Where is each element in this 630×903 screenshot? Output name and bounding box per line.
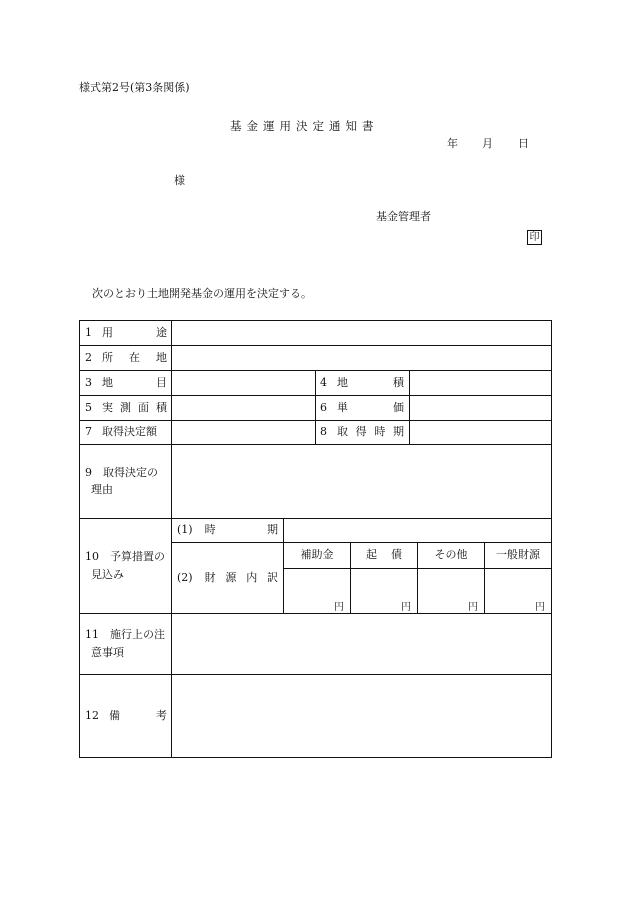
label-char: 訳 bbox=[266, 570, 278, 584]
table-border-left bbox=[79, 320, 80, 758]
issuer-title: 基金管理者 bbox=[376, 210, 431, 223]
label-line: 見込み bbox=[91, 567, 124, 581]
addressee-honorific: 様 bbox=[174, 174, 185, 187]
label-unit-price bbox=[320, 395, 404, 420]
row-number: 4 bbox=[320, 375, 327, 389]
split-column-line bbox=[315, 370, 316, 445]
label-text: 取得決定額 bbox=[102, 425, 157, 439]
date-month-label: 月 bbox=[482, 137, 493, 150]
label-land-area bbox=[320, 370, 404, 395]
yen-unit-general: 円 bbox=[535, 602, 545, 613]
label-char: 時 bbox=[374, 425, 386, 439]
row-number: 12 bbox=[85, 708, 99, 722]
label-remarks bbox=[85, 674, 167, 757]
label-land-category bbox=[85, 370, 167, 395]
intro-sentence: 次のとおり土地開発基金の運用を決定する。 bbox=[92, 287, 312, 300]
label-char: 途 bbox=[156, 325, 167, 339]
label-implementation-notes bbox=[85, 613, 171, 674]
label-char: 測 bbox=[120, 400, 131, 414]
label-char: 所 bbox=[102, 350, 113, 364]
document-title: 基金運用決定通知書 bbox=[230, 119, 379, 133]
label-acquisition-amount bbox=[85, 420, 169, 444]
label-char: 財 bbox=[204, 570, 216, 584]
label-char: 期 bbox=[267, 523, 278, 537]
label-line: 9 取得決定の bbox=[85, 465, 158, 479]
yen-unit-bond: 円 bbox=[401, 602, 411, 613]
sub-number: (2) bbox=[177, 570, 193, 584]
label-char: 内 bbox=[246, 570, 258, 584]
label-line: 11 施行上の注 bbox=[85, 628, 165, 642]
yen-unit-subsidy: 円 bbox=[334, 602, 344, 613]
label-column-line bbox=[171, 320, 172, 758]
header-text: その他 bbox=[434, 548, 468, 562]
label-char: 用 bbox=[102, 325, 113, 339]
label-surveyed-area bbox=[85, 395, 167, 420]
label-char: 積 bbox=[156, 400, 167, 414]
funding-header-general bbox=[485, 542, 551, 568]
label-char: 在 bbox=[129, 350, 140, 364]
label-funding-breakdown bbox=[177, 542, 278, 613]
decision-table bbox=[79, 320, 552, 758]
label-acquisition-timing bbox=[320, 420, 404, 444]
funding-header-subsidy bbox=[284, 542, 350, 568]
label-char: 期 bbox=[392, 425, 404, 439]
label-location bbox=[85, 345, 167, 370]
label-char: 取 bbox=[337, 425, 348, 439]
label-char: 得 bbox=[355, 425, 367, 439]
funding-header-other bbox=[418, 542, 484, 568]
label-line: 理由 bbox=[91, 483, 113, 496]
label-char: 考 bbox=[156, 708, 167, 722]
label-acquisition-reason bbox=[85, 444, 171, 518]
row-number: 6 bbox=[320, 400, 327, 414]
label-char: 地 bbox=[156, 350, 167, 364]
row-number: 3 bbox=[85, 375, 92, 389]
row-number: 8 bbox=[320, 425, 327, 439]
form-number: 様式第2号(第3条関係) bbox=[79, 81, 190, 94]
label-char: 地 bbox=[337, 375, 348, 389]
header-text: 補助金 bbox=[300, 548, 334, 562]
split-column-line bbox=[409, 370, 410, 445]
row-number: 7 bbox=[85, 425, 92, 439]
label-line: 10 予算措置の bbox=[85, 550, 165, 564]
label-char: 単 bbox=[337, 400, 348, 414]
label-char: 価 bbox=[393, 400, 404, 414]
label-char: 実 bbox=[102, 400, 113, 414]
label-char: 面 bbox=[138, 400, 149, 414]
yen-unit-other: 円 bbox=[468, 602, 478, 613]
label-char: 目 bbox=[156, 375, 167, 389]
date-day-label: 日 bbox=[518, 137, 529, 150]
sub-number: (1) bbox=[177, 523, 193, 537]
label-budget-timing bbox=[177, 518, 278, 542]
label-char: 債 bbox=[391, 548, 402, 562]
label-usage bbox=[85, 320, 167, 345]
label-char: 起 bbox=[366, 548, 377, 562]
row-number: 5 bbox=[85, 400, 92, 414]
table-border-right bbox=[551, 320, 552, 758]
row-number: 2 bbox=[85, 350, 92, 364]
label-char: 源 bbox=[225, 570, 237, 584]
label-char: 積 bbox=[393, 375, 404, 389]
row-number: 1 bbox=[85, 325, 92, 339]
funding-header-bond bbox=[351, 542, 417, 568]
label-char: 備 bbox=[109, 708, 120, 722]
label-budget-outlook bbox=[85, 518, 171, 613]
label-char: 地 bbox=[102, 375, 113, 389]
date-year-label: 年 bbox=[447, 137, 458, 150]
label-line: 意事項 bbox=[91, 645, 124, 659]
seal-mark: 印 bbox=[527, 230, 542, 245]
label-char: 時 bbox=[204, 523, 216, 537]
table-border-bottom bbox=[79, 757, 552, 758]
header-text: 一般財源 bbox=[496, 548, 540, 562]
